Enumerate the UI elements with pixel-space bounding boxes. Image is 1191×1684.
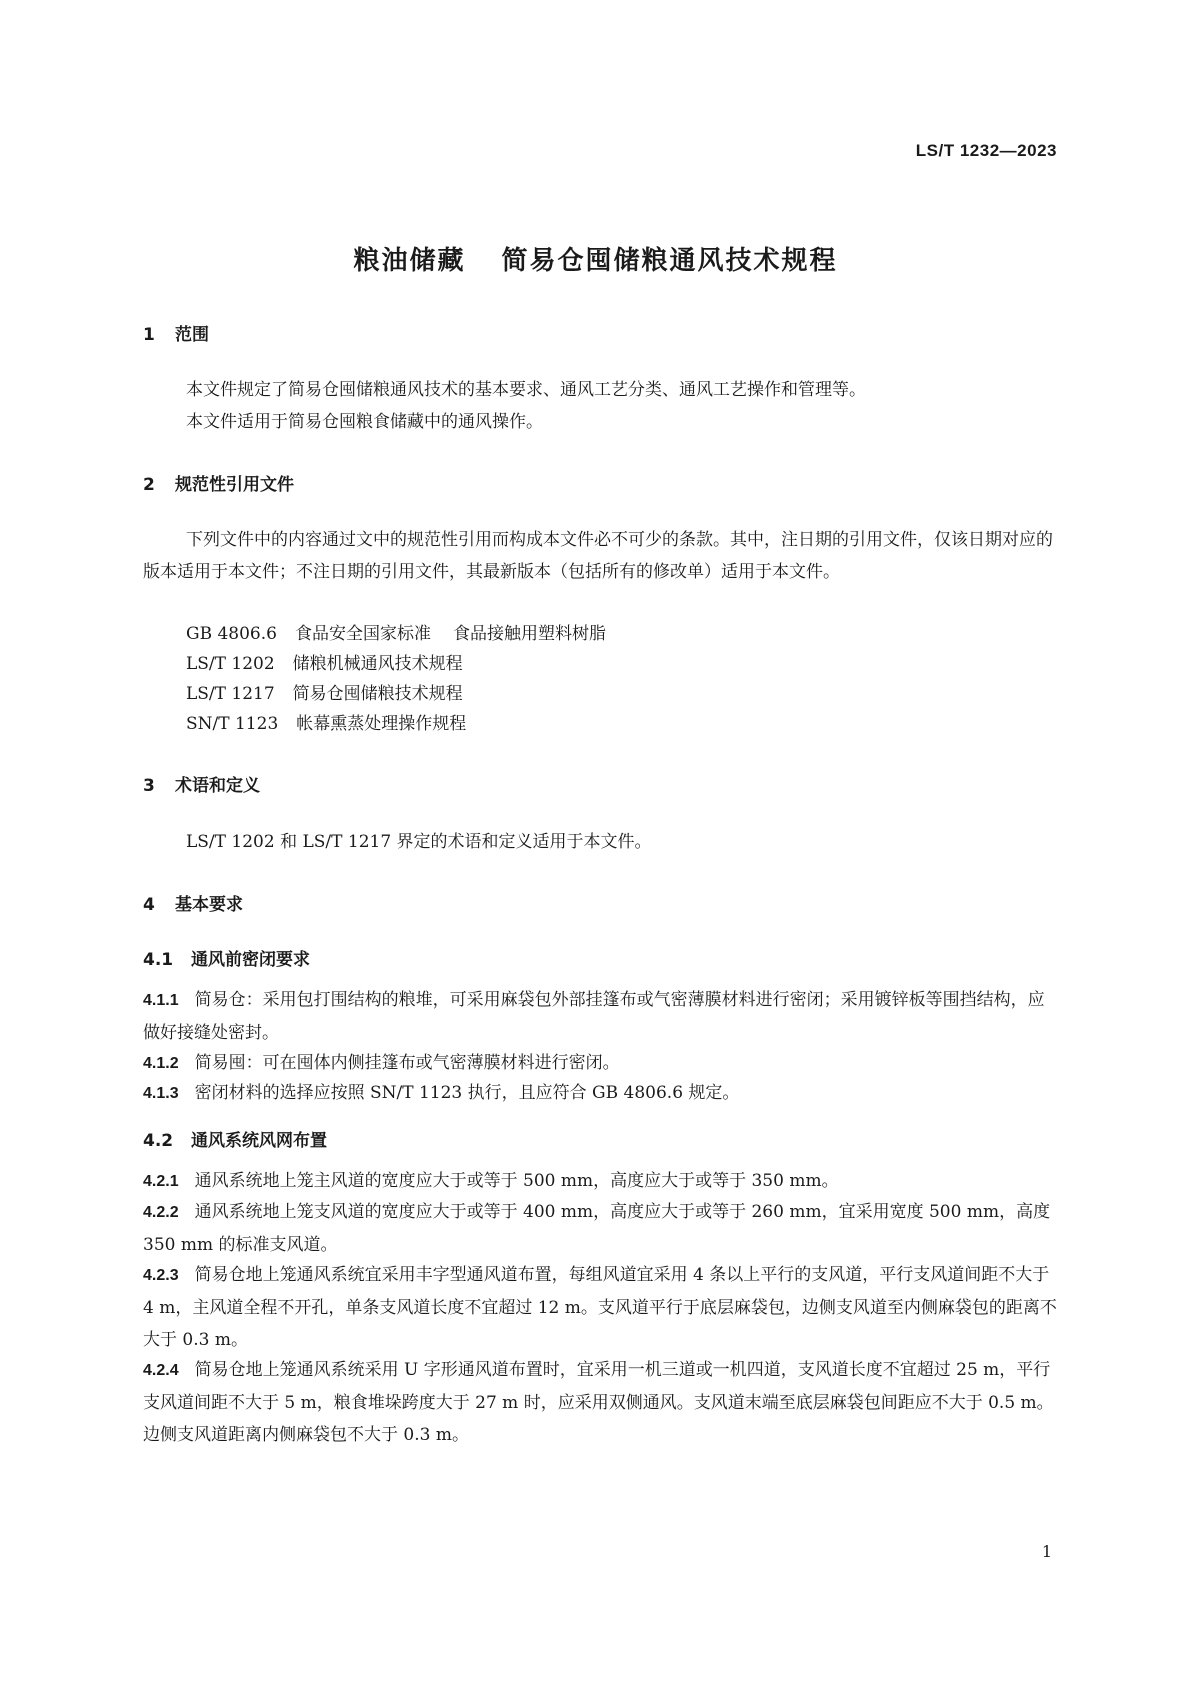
scope-paragraph-2: 本文件适用于简易仓囤粮食储藏中的通风操作。: [186, 412, 543, 432]
standard-code: LS/T 1232—2023: [915, 141, 1057, 160]
clause-text: 简易囤：可在囤体内侧挂篷布或气密薄膜材料进行密闭。: [194, 1053, 620, 1073]
section-number: 4: [143, 895, 155, 915]
section-title: 规范性引用文件: [175, 475, 294, 495]
section-title: 通风系统风网布置: [191, 1131, 327, 1151]
reference-item: [186, 648, 463, 680]
clause-text: 简易仓地上笼通风系统采用 U 字形通风道布置时，宜采用一机三道或一机四道，支风道长度不宜超过 25 m，平行支风道间距不大于 5 m，粮食堆垛跨度大于 27 m 时，应采用双侧通风。支风道末端至底层麻袋包间距应不大于 0.5 m。边侧支风道距离内侧麻袋包不大于 0.3 m。: [143, 1360, 1054, 1445]
reference-title: 帐幕熏蒸处理操作规程: [296, 714, 467, 734]
subsection-heading-4-1: [143, 945, 310, 970]
subsection-heading-4-2: [143, 1126, 327, 1151]
section-heading-2: [143, 470, 294, 495]
scope-paragraph-1: 本文件规定了简易仓囤储粮通风技术的基本要求、通风工艺分类、通风工艺操作和管理等。: [186, 380, 866, 400]
reference-code: LS/T 1202: [186, 654, 275, 674]
section-number: 4.2: [143, 1131, 174, 1151]
clause-4-1-3: [143, 1077, 1057, 1110]
section-title: 范围: [175, 325, 209, 345]
title-main: 粮油储藏: [353, 246, 466, 276]
section-title: 术语和定义: [175, 776, 260, 796]
reference-title: 储粮机械通风技术规程: [292, 654, 463, 674]
section-number: 2: [143, 475, 155, 495]
section-title: 基本要求: [175, 895, 243, 915]
reference-title: 简易仓囤储粮技术规程: [292, 684, 463, 704]
section-heading-3: [143, 771, 260, 796]
reference-item: [186, 678, 463, 710]
clause-text: 通风系统地上笼支风道的宽度应大于或等于 400 mm，高度应大于或等于 260 mm，宜采用宽度 500 mm，高度 350 mm 的标准支风道。: [143, 1202, 1051, 1255]
clause-4-2-3: [143, 1259, 1057, 1356]
clause-number: 4.2.1: [143, 1173, 179, 1190]
normative-intro: 下列文件中的内容通过文中的规范性引用而构成本文件必不可少的条款。其中，注日期的引用文件，仅该日期对应的版本适用于本文件；不注日期的引用文件，其最新版本（包括所有的修改单）适用于本文件。: [143, 530, 1053, 582]
clause-number: 4.1.2: [143, 1055, 179, 1072]
clause-text: 简易仓地上笼通风系统宜采用丰字型通风道布置，每组风道宜采用 4 条以上平行的支风道，平行支风道间距不大于 4 m，主风道全程不开孔，单条支风道长度不宜超过 12 m。支风道平行于底层麻袋包，边侧支风道至内侧麻袋包的距离不大于 0.3 m。: [143, 1265, 1057, 1350]
clause-number: 4.1.1: [143, 992, 179, 1009]
title-sub: 简易仓囤储粮通风技术规程: [501, 246, 838, 276]
reference-code: GB 4806.6: [186, 624, 277, 644]
section-heading-4: [143, 890, 243, 915]
section-heading-1: [143, 320, 209, 345]
reference-title: 食品安全国家标准: [294, 624, 431, 644]
section-number: 3: [143, 776, 155, 796]
reference-item: [186, 618, 606, 650]
reference-code: SN/T 1123: [186, 714, 279, 734]
reference-item: [186, 708, 466, 740]
section-number: 4.1: [143, 950, 174, 970]
clause-number: 4.2.2: [143, 1204, 179, 1221]
reference-title-part: 食品接触用塑料树脂: [452, 624, 606, 644]
clause-text: 简易仓：采用包打围结构的粮堆，可采用麻袋包外部挂篷布或气密薄膜材料进行密闭；采用镀锌板等围挡结构，应做好接缝处密封。: [143, 990, 1045, 1043]
clause-4-1-1: [143, 984, 1057, 1049]
clause-4-1-2: [143, 1047, 1057, 1080]
reference-code: LS/T 1217: [186, 684, 275, 704]
section-number: 1: [143, 325, 155, 345]
clause-number: 4.2.3: [143, 1267, 179, 1284]
section-title: 通风前密闭要求: [191, 950, 310, 970]
clause-number: 4.2.4: [143, 1362, 179, 1379]
clause-4-2-4: [143, 1354, 1057, 1451]
clause-text: 通风系统地上笼主风道的宽度应大于或等于 500 mm，高度应大于或等于 350 mm。: [194, 1171, 839, 1191]
clause-text: 密闭材料的选择应按照 SN/T 1123 执行，且应符合 GB 4806.6 规定。: [194, 1083, 740, 1103]
terms-paragraph: LS/T 1202 和 LS/T 1217 界定的术语和定义适用于本文件。: [186, 832, 652, 852]
page-number: 1: [1041, 1542, 1052, 1561]
clause-number: 4.1.3: [143, 1085, 179, 1102]
clause-4-2-1: [143, 1165, 1057, 1198]
clause-4-2-2: [143, 1196, 1057, 1261]
document-title: [0, 240, 1191, 277]
